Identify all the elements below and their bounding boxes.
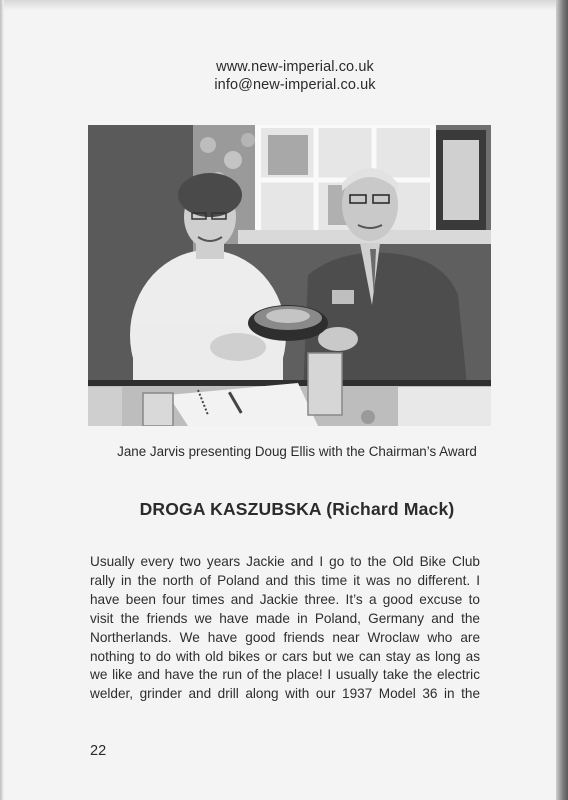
body-line: we like and have the run of the place! I usually take the electric xyxy=(90,667,480,683)
page-number: 22 xyxy=(90,743,107,759)
body-line: Northerlands. We have good friends near Wroclaw who are xyxy=(90,629,480,645)
body-line: rally in the north of Poland and this time it was no different. I xyxy=(90,572,480,588)
website-url: www.new-imperial.co.uk xyxy=(216,59,374,75)
award-photo xyxy=(88,125,491,426)
contact-email: info@new-imperial.co.uk xyxy=(214,77,376,93)
photo-image xyxy=(88,125,491,426)
article-title: DROGA KASZUBSKA (Richard Mack) xyxy=(139,499,455,519)
body-line: have been four times and Jackie three. It’s a good excuse to xyxy=(90,591,480,607)
photo-caption: Jane Jarvis presenting Doug Ellis with the Chairman’s Award xyxy=(117,444,477,459)
body-line: welder, grinder and drill along with our 1937 Model 36 in the xyxy=(90,686,480,702)
page-top-edge xyxy=(0,0,568,10)
body-line: visit the friends we have made in Poland, Germany and the xyxy=(90,610,480,626)
article-body xyxy=(90,553,480,704)
page-left-edge xyxy=(0,0,4,800)
body-line: nothing to do with old bikes or cars but we can stay as long as xyxy=(90,648,480,664)
body-line: Usually every two years Jackie and I go to the Old Bike Club xyxy=(90,554,480,569)
page-right-edge xyxy=(556,0,568,800)
